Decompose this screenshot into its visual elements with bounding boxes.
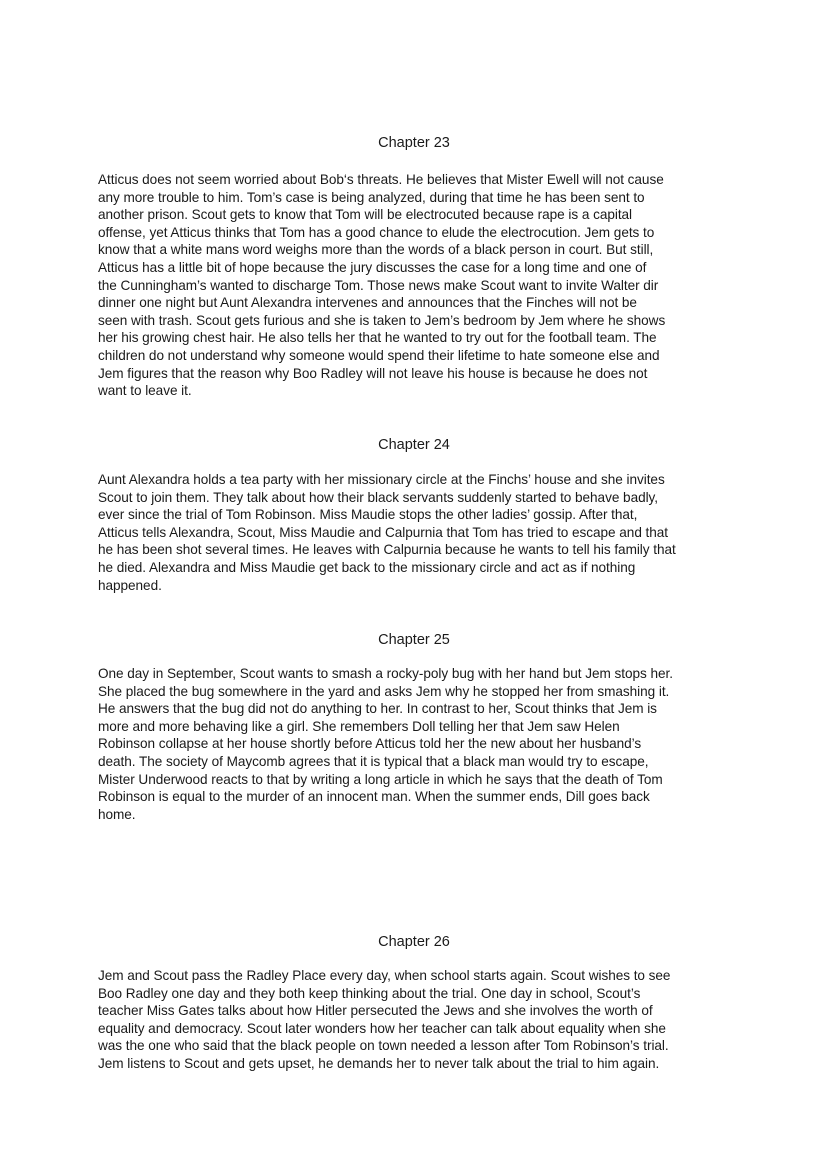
text-line: he died. Alexandra and Miss Maudie get back to the missionary circle and act as if nothing: [98, 559, 636, 575]
chapter-26-heading: Chapter 26: [378, 934, 450, 950]
text-line: Atticus tells Alexandra, Scout, Miss Maudie and Calpurnia that Tom has tried to escape and that: [98, 524, 669, 540]
text-line: another prison. Scout gets to know that Tom will be electrocuted because rape is a capital: [98, 207, 633, 223]
text-line: Robinson collapse at her house shortly before Atticus told her the new about her husband’s: [98, 736, 642, 752]
chapter-23-heading: Chapter 23: [378, 135, 450, 151]
chapter-23-summary: [98, 171, 738, 400]
text-line: home.: [98, 806, 136, 822]
text-line: Atticus has a little bit of hope because the jury discusses the case for a long time and one of: [98, 259, 647, 275]
text-line: teacher Miss Gates talks about how Hitler persecuted the Jews and she involves the worth of: [98, 1003, 653, 1019]
text-line: ever since the trial of Tom Robinson. Miss Maudie stops the other ladies’ gossip. After that,: [98, 507, 638, 523]
chapter-24-heading: Chapter 24: [378, 437, 450, 453]
text-line: seen with trash. Scout gets furious and she is taken to Jem’s bedroom by Jem where he shows: [98, 312, 666, 328]
text-line: Atticus does not seem worried about Bob‘s threats. He believes that Mister Ewell will not cause: [98, 172, 664, 187]
text-line: he has been shot several times. He leaves with Calpurnia because he wants to tell his family that: [98, 542, 676, 558]
chapter-24-summary: [98, 471, 738, 594]
text-line: She placed the bug somewhere in the yard and asks Jem why he stopped her from smashing it.: [98, 683, 670, 699]
text-line: equality and democracy. Scout later wonders how her teacher can talk about equality when she: [98, 1020, 666, 1036]
text-line: children do not understand why someone would spend their lifetime to hate someone else and: [98, 347, 660, 363]
text-line: Scout to join them. They talk about how their black servants suddenly started to behave badly,: [98, 489, 659, 505]
text-line: her his growing chest hair. He also tells her that he wanted to try out for the football team. The: [98, 330, 657, 346]
text-line: Jem figures that the reason why Boo Radley will not leave his house is because he does not: [98, 365, 648, 381]
text-line: the Cunningham’s wanted to discharge Tom. Those news make Scout want to invite Walter dir: [98, 277, 659, 293]
text-line: He answers that the bug did not do anything to her. In contrast to her, Scout thinks that Jem is: [98, 701, 657, 717]
text-line: any more trouble to him. Tom’s case is being analyzed, during that time he has been sent to: [98, 189, 645, 205]
text-line: death. The society of Maycomb agrees that it is typical that a black man would try to escape,: [98, 753, 649, 769]
text-line: Robinson is equal to the murder of an innocent man. When the summer ends, Dill goes back: [98, 789, 650, 805]
text-line: Jem and Scout pass the Radley Place every day, when school starts again. Scout wishes to see: [98, 968, 671, 983]
text-line: dinner one night but Aunt Alexandra intervenes and announces that the Finches will not be: [98, 295, 637, 311]
chapter-25-summary: [98, 665, 738, 823]
text-line: Aunt Alexandra holds a tea party with her missionary circle at the Finchs’ house and she invites: [98, 472, 665, 487]
text-line: happened.: [98, 577, 162, 593]
text-line: offense, yet Atticus thinks that Tom has a good chance to elude the electrocution. Jem gets to: [98, 224, 655, 240]
text-line: know that a white mans word weighs more than the words of a black person in court. But still,: [98, 242, 654, 258]
chapter-25-heading: Chapter 25: [378, 632, 450, 648]
text-line: was the one who said that the black people on town needed a lesson after Tom Robinson’s trial.: [98, 1038, 669, 1054]
text-line: One day in September, Scout wants to smash a rocky-poly bug with her hand but Jem stops her.: [98, 666, 673, 681]
text-line: Mister Underwood reacts to that by writing a long article in which he says that the death of Tom: [98, 771, 663, 787]
text-line: Jem listens to Scout and gets upset, he demands her to never talk about the trial to him again.: [98, 1055, 660, 1071]
text-line: want to leave it.: [98, 383, 192, 399]
text-line: Boo Radley one day and they both keep thinking about the trial. One day in school, Scout’s: [98, 985, 641, 1001]
chapter-26-summary: [98, 967, 738, 1073]
text-line: more and more behaving like a girl. She remembers Doll telling her that Jem saw Helen: [98, 718, 620, 734]
